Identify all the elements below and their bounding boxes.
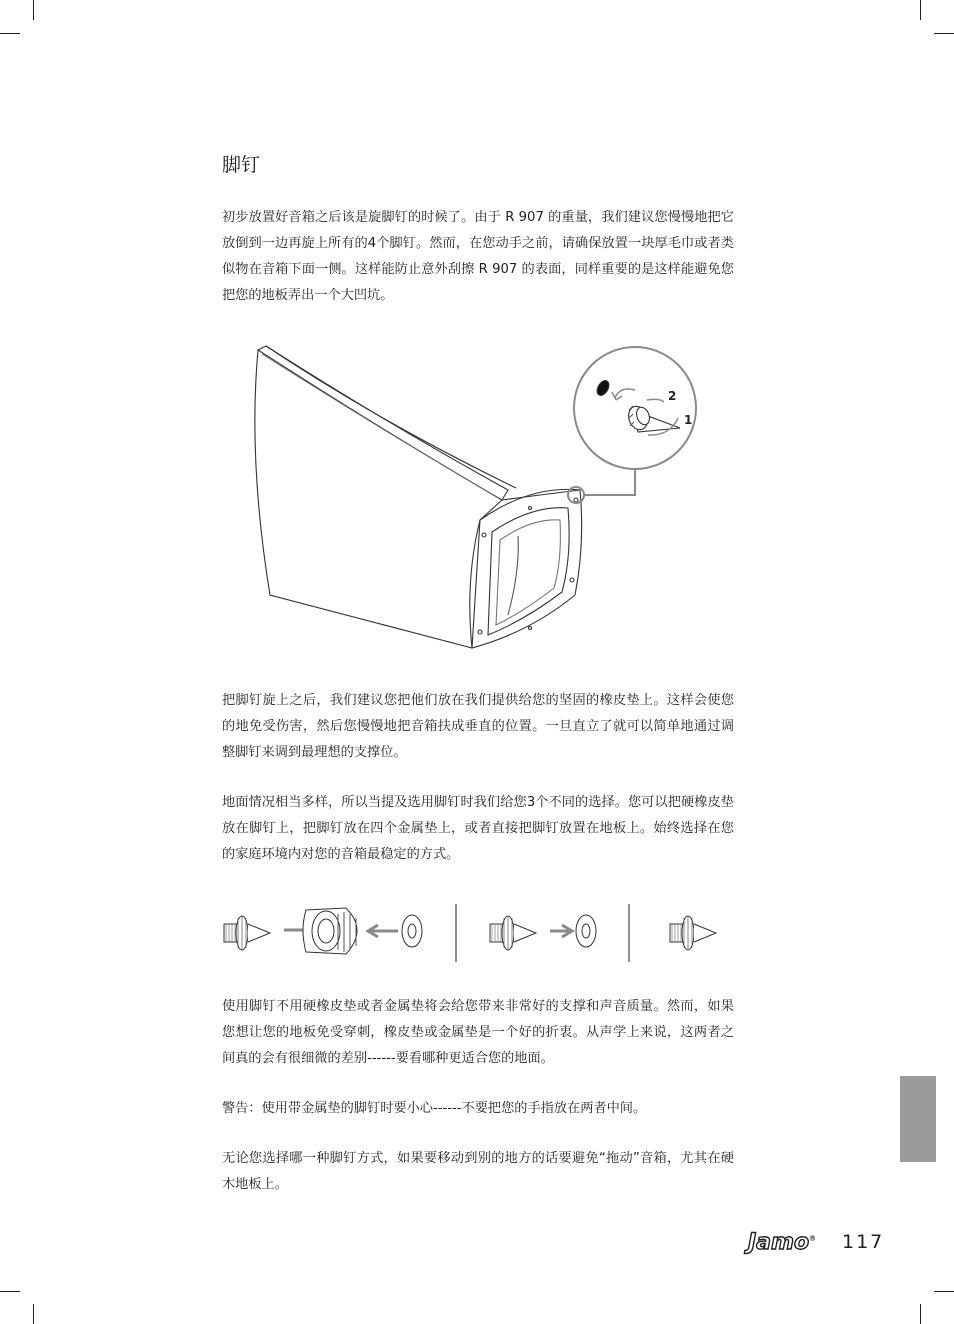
spike-options-illustration: [220, 900, 740, 966]
page-number: 117: [842, 1231, 885, 1253]
crop-mark: [33, 0, 34, 20]
speaker-spike-illustration: [240, 340, 693, 660]
crop-mark: [920, 0, 921, 20]
crop-mark: [920, 1304, 921, 1324]
paragraph-sound-quality: 使用脚钉不用硬橡皮垫或者金属垫将会给您带来非常好的支撑和声音质量。然而，如果您想让您的地板免受穿刺，橡皮垫或金属垫是一个好的折衷。从声学上来说，这两者之间真的会有很细微的差别------要看哪种更适合您的地面。: [222, 999, 734, 1066]
page-title: 脚钉: [222, 154, 261, 176]
crop-mark: [934, 1291, 954, 1292]
paragraph-intro: 初步放置好音箱之后该是旋脚钉的时候了。由于 R 907 的重量，我们建议您慢慢地把它放倒到一边再旋上所有的4个脚钉。然而，在您动手之前，请确保放置一块厚毛巾或者类似物在音箱下面一侧。这样能防止意外刮擦 R 907 的表面，同样重要的是这样能避免您把您的地板弄出一个大凹坑。: [222, 210, 734, 303]
paragraph-warning: 警告：使用带金属垫的脚钉时要小心------不要把您的手指放在两者中间。: [222, 1101, 647, 1116]
crop-mark: [0, 33, 20, 34]
paragraph-moving: 无论您选择哪一种脚钉方式，如果要移动到别的地方的话要避免“拖动”音箱，尤其在硬木地板上。: [222, 1151, 734, 1192]
crop-mark: [33, 1304, 34, 1324]
step-label-1: 1: [684, 413, 693, 427]
crop-mark: [0, 1291, 20, 1292]
crop-mark: [934, 33, 954, 34]
brand-logo: Jamo®: [748, 1230, 817, 1255]
paragraph-rubber-pads: 把脚钉旋上之后，我们建议您把他们放在我们提供给您的坚固的橡皮垫上。这样会使您的地免受伤害，然后您慢慢地把音箱扶成垂直的位置。一旦直立了就可以简单地通过调整脚钉来调到最理想的支撑位。: [222, 693, 734, 760]
paragraph-options: 地面情况相当多样，所以当提及选用脚钉时我们给您3个不同的选择。您可以把硬橡皮垫放在脚钉上，把脚钉放在四个金属垫上，或者直接把脚钉放置在地板上。始终选择在您的家庭环境内对您的音箱最稳定的方式。: [222, 795, 734, 862]
step-label-2: 2: [668, 389, 677, 403]
section-tab: [900, 1076, 936, 1162]
